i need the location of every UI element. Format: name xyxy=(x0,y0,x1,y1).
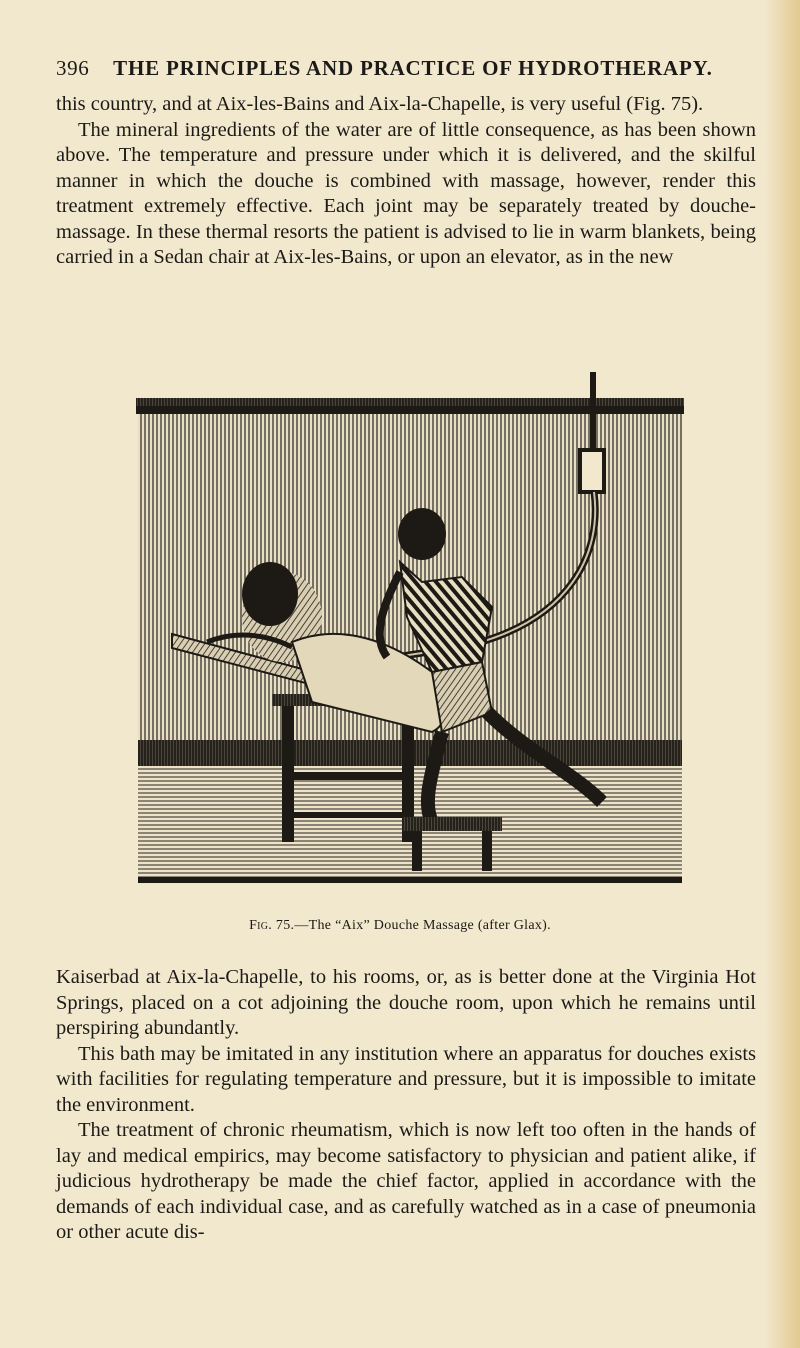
figure-caption xyxy=(0,918,800,934)
figure-label: Fig. 75. xyxy=(249,918,295,933)
paragraph: The mineral ingredients of the water are of little consequence, as has been shown above. The temperature and pressure under which it is delivered, and the skilful manner in which the douche is combined with massage, however, render this treatment extremely effective. Each joint may be separately treated by douche-massage. In these thermal resorts the patient is advised to lie in warm blankets, being carried in a Sedan chair at Aix-les-Bains, or upon an elevator, as in the new xyxy=(56,118,756,268)
running-head xyxy=(56,56,756,81)
paragraph-continued: this country, and at Aix-les-Bains and Aix-la-Chapelle, is very useful (Fig. 75). xyxy=(56,93,704,115)
page-number: 396 xyxy=(56,56,90,80)
page-edge-shading xyxy=(764,0,800,1348)
paragraph: This bath may be imitated in any institution where an apparatus for douches exists with facilities for regulating temperature and pressure, but it is impossible to imitate the environment. xyxy=(56,1042,756,1116)
paragraph-continued: Kaiserbad at Aix-la-Chapelle, to his rooms, or, as is better done at the Virginia Hot Springs, placed on a cot adjoining the douche room, upon which he remains until perspiring abundantly. xyxy=(56,966,756,1039)
douche-massage-illustration xyxy=(132,372,687,887)
paragraph: The treatment of chronic rheumatism, which is now left too often in the hands of lay and medical empirics, may become satisfactory to physician and patient alike, if judicious hydrotherapy be made the chief factor, applied in accordance with the demands of each individual case, and as carefully watched as in a case of pneumonia or other acute dis- xyxy=(56,1119,756,1243)
running-title: THE PRINCIPLES AND PRACTICE OF HYDROTHERAPY. xyxy=(113,56,713,80)
bottom-text xyxy=(56,965,756,1246)
top-text xyxy=(56,92,756,271)
figure-caption-text: —The “Aix” Douche Massage (after Glax). xyxy=(294,918,551,933)
